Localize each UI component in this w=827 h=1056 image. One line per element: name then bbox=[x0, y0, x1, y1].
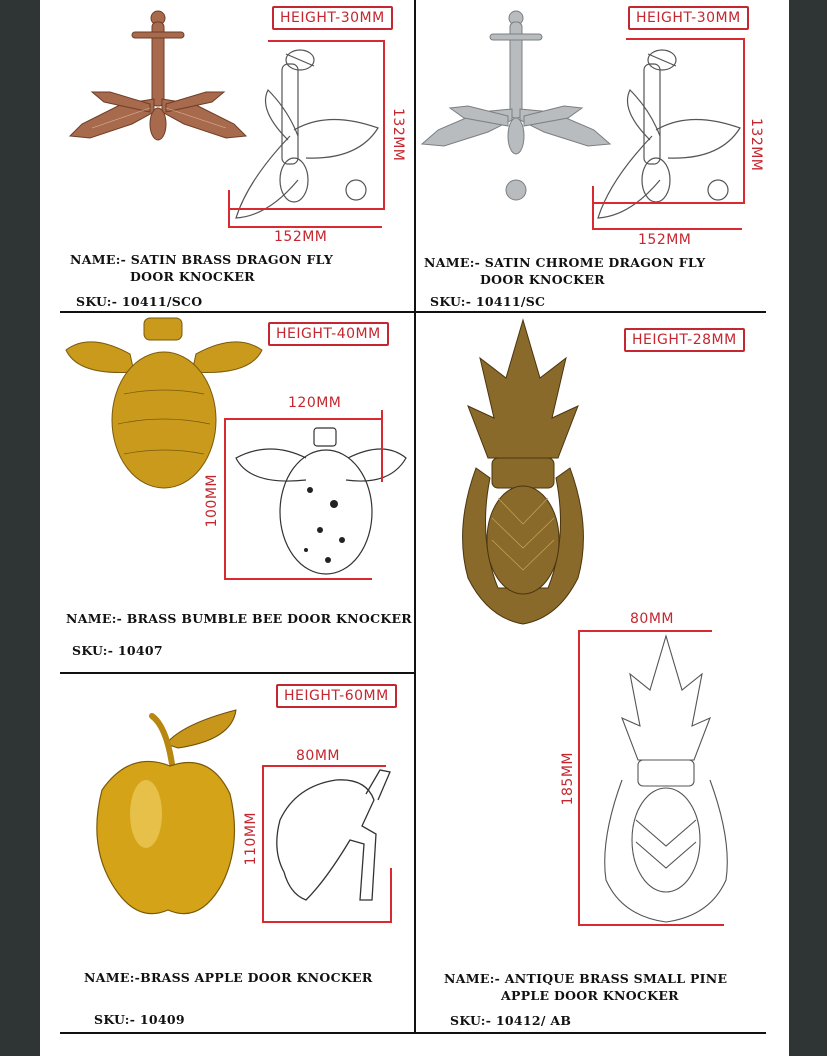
product-sku: SKU:- 10409 bbox=[94, 1012, 185, 1027]
width-dimension: 152MM bbox=[274, 229, 328, 245]
width-dimension: 80MM bbox=[630, 611, 674, 627]
dim-line bbox=[262, 765, 264, 923]
divider-row1 bbox=[60, 311, 766, 313]
product-name bbox=[424, 254, 705, 288]
height-badge: HEIGHT-60MM bbox=[276, 684, 397, 708]
product-sku: SKU:- 10412/ AB bbox=[450, 1013, 572, 1028]
dim-line bbox=[592, 186, 594, 230]
dim-line bbox=[743, 38, 745, 204]
dim-line bbox=[228, 190, 230, 226]
dragonfly-line-drawing bbox=[228, 40, 388, 230]
dim-line bbox=[578, 630, 712, 632]
height-dimension: 132MM bbox=[390, 108, 406, 162]
product-name-line2: APPLE DOOR KNOCKER bbox=[501, 988, 679, 1003]
height-dimension: 132MM bbox=[748, 118, 764, 172]
height-badge: HEIGHT-28MM bbox=[624, 328, 745, 352]
product-name-line1: NAME:- BRASS BUMBLE BEE DOOR KNOCKER bbox=[66, 611, 412, 626]
product-name-line1: NAME:- ANTIQUE BRASS SMALL PINE bbox=[444, 971, 728, 986]
dim-line bbox=[268, 40, 384, 42]
dim-line bbox=[262, 765, 386, 767]
product-name-line1: NAME:- SATIN BRASS DRAGON FLY bbox=[70, 252, 334, 267]
dim-line bbox=[390, 868, 392, 923]
dim-line bbox=[578, 630, 580, 926]
dim-line bbox=[262, 921, 392, 923]
dim-line bbox=[383, 40, 385, 210]
dim-line bbox=[626, 38, 744, 40]
pineapple-line-drawing bbox=[592, 630, 742, 926]
height-dimension: 110MM bbox=[243, 812, 259, 866]
apple-line-drawing bbox=[270, 760, 410, 920]
product-sku: SKU:- 10407 bbox=[72, 643, 163, 658]
dim-line bbox=[578, 924, 724, 926]
catalog-page bbox=[40, 0, 789, 1056]
height-dimension: 100MM bbox=[204, 474, 220, 528]
product-name-line2: DOOR KNOCKER bbox=[480, 272, 605, 287]
height-badge: HEIGHT-40MM bbox=[268, 322, 389, 346]
product-name bbox=[70, 251, 333, 285]
dim-line bbox=[224, 578, 372, 580]
pineapple-photo bbox=[448, 318, 598, 638]
product-name-line1: NAME:- SATIN CHROME DRAGON FLY bbox=[424, 255, 706, 270]
width-dimension: 152MM bbox=[638, 232, 692, 248]
width-dimension: 80MM bbox=[296, 748, 340, 764]
dim-line bbox=[592, 228, 742, 230]
bumble-bee-line-drawing bbox=[230, 420, 410, 580]
divider-row2-left bbox=[60, 672, 415, 674]
height-badge: HEIGHT-30MM bbox=[272, 6, 393, 30]
dim-line bbox=[228, 208, 385, 210]
product-name-line1: NAME:-BRASS APPLE DOOR KNOCKER bbox=[84, 970, 373, 985]
height-dimension: 185MM bbox=[560, 752, 576, 806]
product-name bbox=[66, 610, 412, 627]
divider-bottom bbox=[60, 1032, 766, 1034]
product-name bbox=[444, 970, 727, 1004]
product-name-line2: DOOR KNOCKER bbox=[130, 269, 255, 284]
dim-line bbox=[592, 202, 745, 204]
product-sku: SKU:- 10411/SC bbox=[430, 294, 546, 309]
apple-photo bbox=[86, 704, 256, 934]
product-name bbox=[84, 969, 373, 986]
dim-line bbox=[228, 226, 382, 228]
width-dimension: 120MM bbox=[288, 395, 342, 411]
dim-line bbox=[224, 418, 226, 580]
dim-line bbox=[224, 418, 382, 420]
dim-line bbox=[381, 410, 383, 482]
product-sku: SKU:- 10411/SCO bbox=[76, 294, 203, 309]
height-badge: HEIGHT-30MM bbox=[628, 6, 749, 30]
